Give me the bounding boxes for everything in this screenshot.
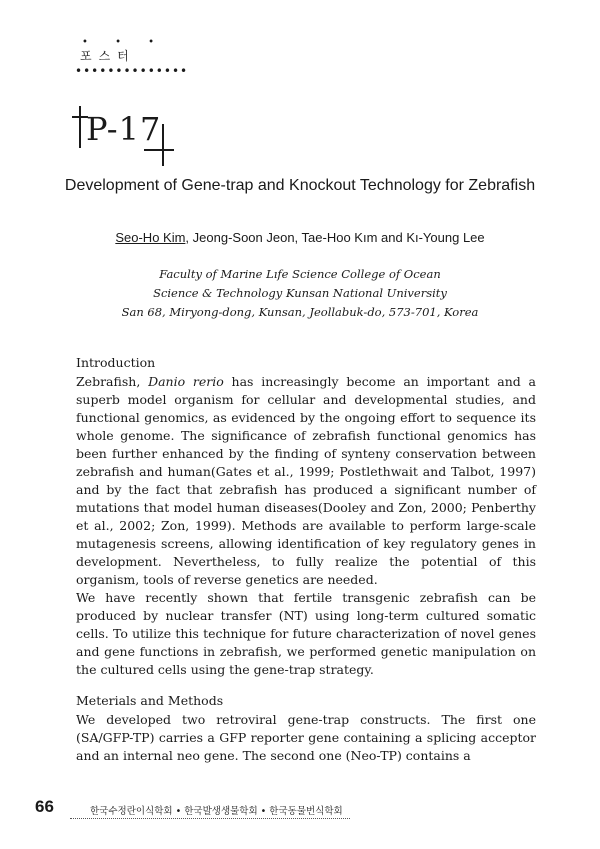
affiliation-line-2: Science & Technology Kunsan National University <box>153 286 447 300</box>
affiliation-line-3: San 68, Miryong-dong, Kunsan, Jeollabuk-do, 573-701, Korea <box>121 305 479 319</box>
introduction-paragraph-2: We have recently shown that fertile transgenic zebrafish can be produced by nuclear transfer (NT) using long-term cultured somatic cells. To utilize this technique for future characterization of novel genes and gene functions in zebrafish, we performed genetic manipulation on the cultured cells using the gene-trap strategy. <box>76 590 536 677</box>
paper-title: Development of Gene-trap and Knockout Technology for Zebrafish <box>64 177 536 194</box>
methods-body <box>76 711 536 765</box>
affiliation <box>60 265 540 322</box>
species-name: Danio rerio <box>148 374 224 389</box>
bracket-right-vertical <box>162 124 164 166</box>
first-author: Seo-Ho Kim <box>115 230 186 245</box>
section-label: 포스터 <box>80 49 136 63</box>
methods-heading: Meterials and Methods <box>76 693 224 708</box>
page-number: 66 <box>35 797 54 816</box>
header-dots-top: • • • <box>82 37 167 48</box>
author-list <box>60 230 540 245</box>
bracket-left-vertical <box>79 106 81 148</box>
introduction-heading: Introduction <box>76 355 156 370</box>
methods-paragraph-1: We developed two retroviral gene-trap constructs. The first one (SA/GFP-TP) carries a GFP reporter gene containing a splicing acceptor and an internal neo gene. The second one (Neo-TP) contains a <box>76 712 536 763</box>
other-authors: , Jeong-Soon Jeon, Tae-Hoo Kım and Kı-Young Lee <box>185 230 485 245</box>
affiliation-line-1: Faculty of Marine Lıfe Science College of Ocean <box>159 267 441 281</box>
poster-code: P-17 <box>86 110 162 148</box>
introduction-body <box>76 373 536 679</box>
introduction-paragraph-1: Zebrafish, Danio rerio has increasingly become an important and a superb model organism for cellular and developmental studies, and functional genomics, as evidenced by the ongoing effort to sequence its whole genome. The significance of zebrafish functional genomics has been further enhanced by the finding of synteny conservation between zebrafish and human(Gates et al., 1999; Postlethwait and Talbot, 1997) and by the fact that zebrafish has produced a significant number of mutations that model human diseases(Dooley and Zon, 2000; Penberthy et al., 2002; Zon, 1999). Methods are available to perform large-scale mutagenesis screens, allowing identification of key regulatory genes in development. Nevertheless, to fully realize the potential of this organism, tools of reverse genetics are needed. <box>76 374 537 587</box>
header-dotted-rule: •••••••••••••• <box>75 64 189 78</box>
footer-rule <box>70 818 350 820</box>
footer-societies: 한국수정란이식학회 • 한국발생생물학회 • 한국동물번식학회 <box>90 806 343 817</box>
bracket-right-horizontal <box>144 149 174 151</box>
